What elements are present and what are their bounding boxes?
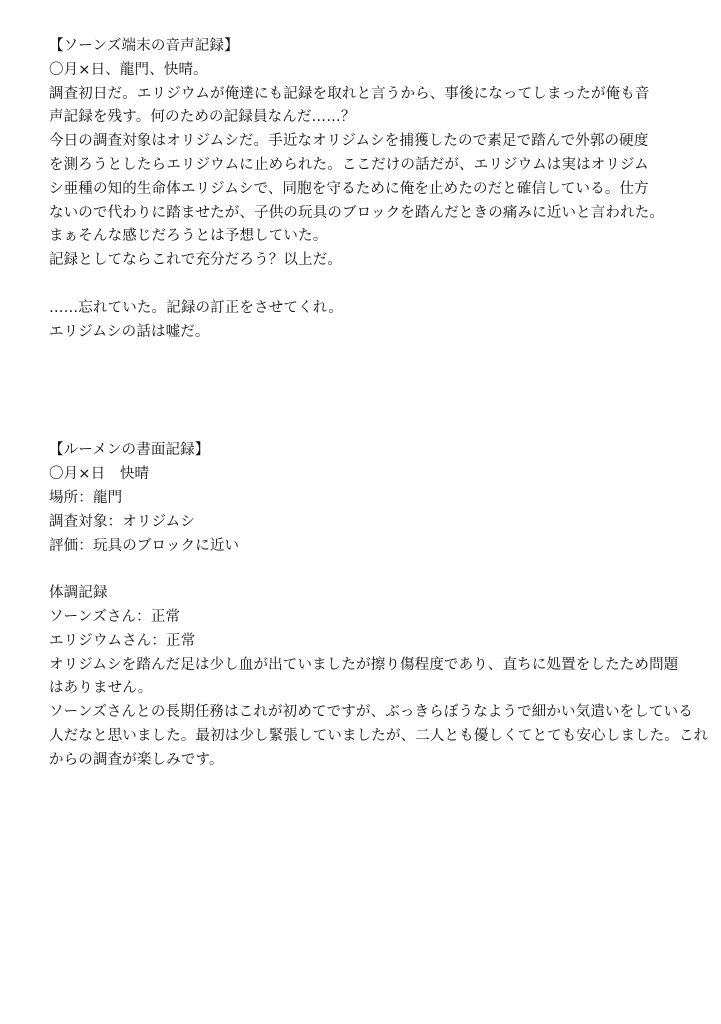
- voice-log-line: 声記録を残す。何のための記録員なんだ……？: [49, 109, 356, 126]
- written-log-title: 【ルーメンの書面記録】: [49, 442, 210, 459]
- voice-log-section: [49, 35, 681, 344]
- written-log-section: [49, 439, 709, 772]
- voice-log-line: 調査初日だ。エリジウムが俺達にも記録を取れと言うから、事後になってしまったが俺も音: [49, 85, 650, 102]
- written-log-note-line: オリジムシを踏んだ足は少し血が出ていましたが擦り傷程度であり、直ちに処置をしたため問題: [49, 656, 679, 673]
- voice-log-line: シ亜種の知的生命体エリジムシで、同胞を守るために俺を止めたのだと確信している。仕方: [49, 180, 649, 197]
- voice-log-line: ないので代わりに踏ませたが、子供の玩具のブロックを踏んだときの痛みに近いと言われた。: [49, 204, 665, 221]
- elysium-status: エリジウムさん：正常: [49, 632, 196, 649]
- voice-log-postscript-line: ……忘れていた。記録の訂正をさせてくれ。: [49, 299, 343, 316]
- written-log-subject: 調査対象：オリジムシ: [49, 513, 195, 530]
- voice-log-line: を測ろうとしたらエリジウムに止められた。ここだけの話だが、エリジウムは実はオリジム: [49, 156, 649, 173]
- written-log-evaluation: 評価：玩具のブロックに近い: [49, 537, 240, 554]
- thorns-status: ソーンズさん：正常: [49, 608, 181, 625]
- paragraph-gap: [49, 558, 681, 582]
- written-log-note-line: はありません。: [49, 680, 153, 697]
- written-log-date-line: 〇月×日 快晴: [49, 466, 150, 483]
- written-log-location: 場所：龍門: [49, 489, 123, 506]
- voice-log-postscript-line: エリジムシの話は嘘だ。: [49, 323, 210, 340]
- written-log-note-line: ソーンズさんとの長期任務はこれが初めてですが、ぶっきらぼうなようで細かい気遣いをしている: [49, 704, 693, 721]
- voice-log-line: 今日の調査対象はオリジムシだ。手近なオリジムシを捕獲したので素足で踏んで外郭の硬度: [49, 133, 649, 150]
- written-log-note-line: からの調査が楽しみです。: [49, 751, 224, 768]
- section-gap: [49, 344, 681, 439]
- voice-log-line: 記録としてならこれで充分だろう？以上だ。: [49, 252, 342, 269]
- voice-log-date-line: 〇月×日、龍門、快晴。: [49, 61, 208, 78]
- voice-log-line: まぁそんな感じだろうとは予想していた。: [49, 228, 328, 245]
- written-log-note-line: 人だなと思いました。最初は少し緊張していましたが、二人とも優しくてとても安心しました。これ: [49, 727, 709, 744]
- health-record-heading: 体調記録: [49, 585, 108, 602]
- voice-log-title: 【ソーンズ端末の音声記録】: [49, 38, 239, 54]
- paragraph-gap: [49, 273, 681, 297]
